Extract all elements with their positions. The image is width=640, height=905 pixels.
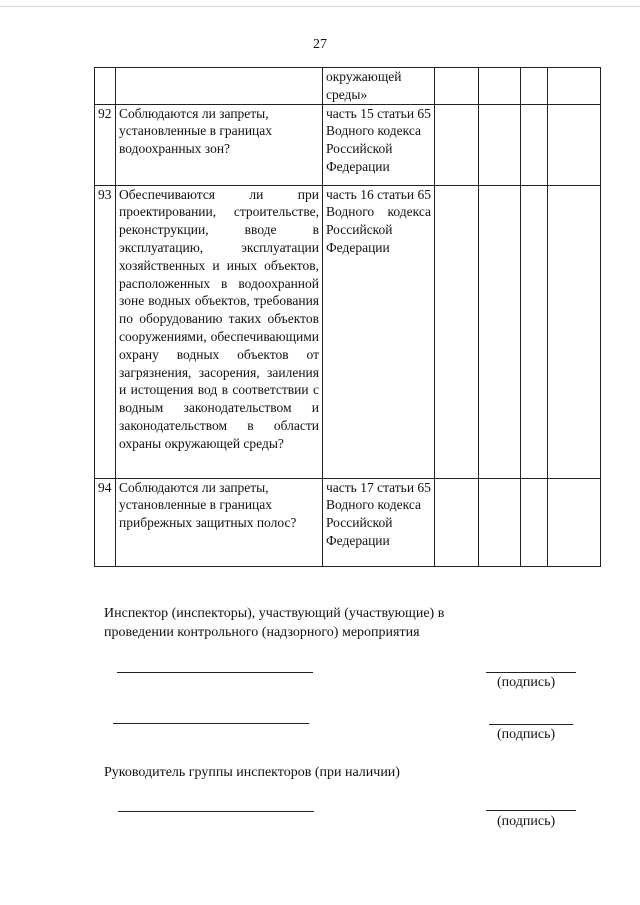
notes-cell [548, 478, 601, 566]
inspectors-label: Инспектор (инспекторы), участвующий (участвующие) в проведении контрольного (надзорного) мероприятия [104, 606, 445, 640]
question-cell: Обеспечиваются ли при проектировании, строительстве, реконструкции, вводе в эксплуатацию, эксплуатации хозяйственных и иных объектов, расположенных в водоохранной зоне водных объектов, требования по оборудованию таких объектов сооружениями, обеспечивающими охрану водных объектов от загрязнения, засорения, заиления и истощения вод в соответствии с водным законодательством и законодательством в области охраны окружающей среды? [116, 185, 323, 478]
answer-na-cell [521, 104, 548, 185]
answer-no-cell [479, 185, 521, 478]
notes-cell [548, 68, 601, 105]
notes-cell [548, 104, 601, 185]
signature-caption-1: (подпись) [497, 675, 556, 690]
leader-name-line [118, 811, 314, 812]
signature-caption-2: (подпись) [497, 727, 556, 742]
answer-yes-cell [435, 104, 479, 185]
answer-na-cell [521, 68, 548, 105]
checklist-table [94, 67, 601, 567]
answer-yes-cell [435, 68, 479, 105]
answer-yes-cell [435, 185, 479, 478]
notes-cell [548, 185, 601, 478]
top-border-line [0, 6, 640, 7]
answer-no-cell [479, 68, 521, 105]
leader-label: Руководитель группы инспекторов (при наличии) [104, 765, 400, 780]
legal-reference-cell: часть 17 статьи 65 Водного кодекса Российской Федерации [323, 478, 435, 566]
row-number [95, 68, 116, 105]
question-cell: Соблюдаются ли запреты, установленные в границах водоохранных зон? [116, 104, 323, 185]
signature-line-1 [486, 672, 576, 673]
answer-na-cell [521, 478, 548, 566]
legal-reference-cell: часть 15 статьи 65 Водного кодекса Российской Федерации [323, 104, 435, 185]
question-cell [116, 68, 323, 105]
page-number: 27 [313, 37, 327, 52]
question-cell: Соблюдаются ли запреты, установленные в границах прибрежных защитных полос? [116, 478, 323, 566]
table-row [95, 68, 601, 105]
signature-caption-3: (подпись) [497, 814, 556, 829]
legal-reference-cell: часть 16 статьи 65 Водного кодекса Российской Федерации [323, 185, 435, 478]
answer-no-cell [479, 478, 521, 566]
table-row [95, 104, 601, 185]
signature-line-3 [486, 810, 576, 811]
table-row [95, 478, 601, 566]
signature-line-2 [489, 724, 573, 725]
row-number: 94 [95, 478, 116, 566]
inspector-name-line-1 [117, 672, 313, 673]
answer-na-cell [521, 185, 548, 478]
row-number: 93 [95, 185, 116, 478]
answer-no-cell [479, 104, 521, 185]
inspector-name-line-2 [113, 723, 309, 724]
legal-reference-cell: окружающей среды» [323, 68, 435, 105]
table-row [95, 185, 601, 478]
answer-yes-cell [435, 478, 479, 566]
row-number: 92 [95, 104, 116, 185]
